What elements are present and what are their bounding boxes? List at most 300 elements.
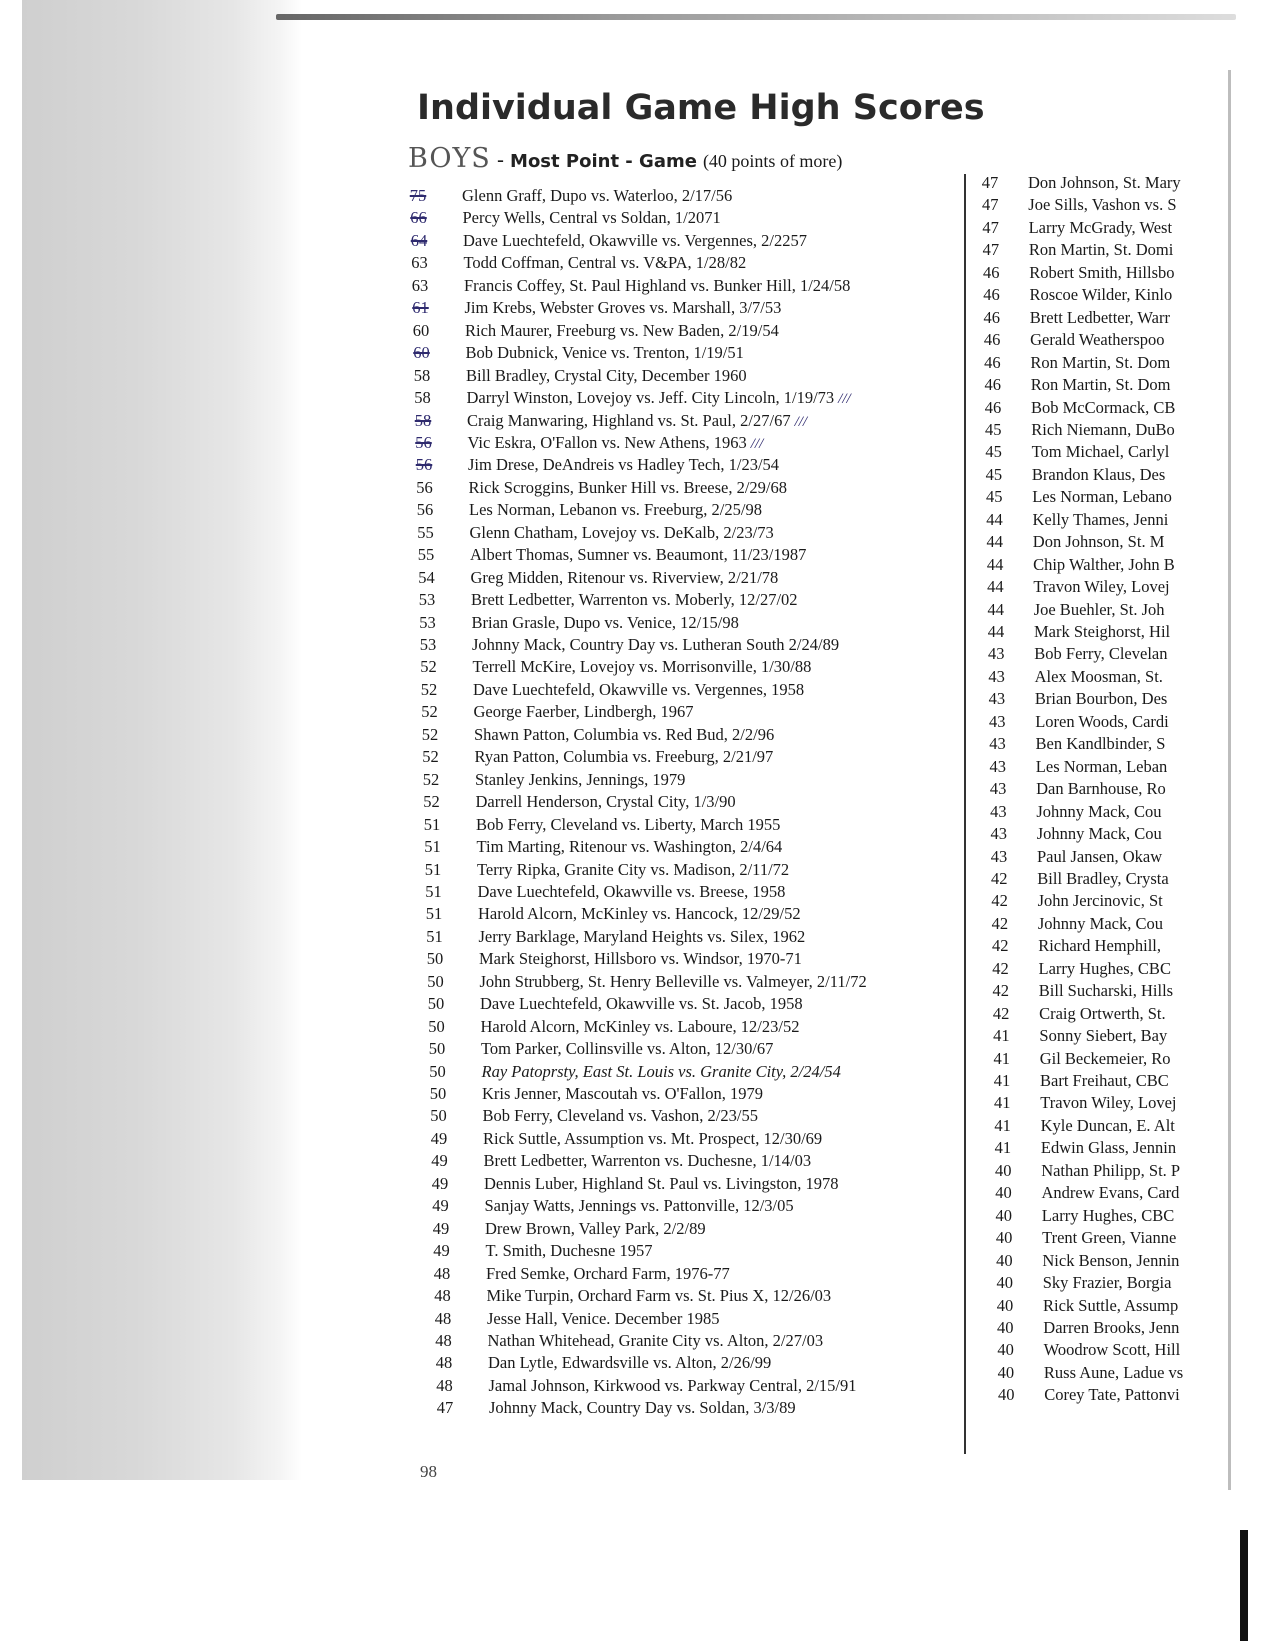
entry-text: Joe Sills, Vashon vs. S	[1028, 195, 1177, 215]
player-game-entry	[475, 746, 774, 768]
entry-text: Chip Walther, John B	[1033, 554, 1175, 574]
score-value: 44	[986, 532, 1004, 552]
player-game-entry	[469, 477, 788, 499]
player-game-entry	[1035, 666, 1163, 688]
score-value: 43	[988, 644, 1005, 664]
entry-text: Rich Niemann, DuBo	[1031, 419, 1175, 439]
entry-text: Nathan Philipp, St. P	[1041, 1160, 1181, 1180]
score-value: 44	[986, 554, 1004, 574]
score-value: 48	[435, 1353, 453, 1373]
entry-text: Travon Wiley, Lovej	[1040, 1093, 1177, 1113]
entry-text: John Jercinovic, St	[1037, 891, 1163, 911]
player-game-entry	[468, 432, 764, 455]
score-value: 46	[984, 375, 1001, 395]
score-value: 42	[991, 891, 1008, 911]
entry-text: Mark Steighorst, Hillsboro vs. Windsor, 1970-71	[479, 949, 802, 969]
player-game-entry	[1044, 1362, 1183, 1384]
entry-text: Jerry Barklage, Maryland Heights vs. Silex, 1962	[478, 926, 806, 946]
score-value: 42	[991, 868, 1008, 888]
entry-text: Bob Dubnick, Venice vs. Trenton, 1/19/51	[465, 343, 744, 363]
entry-text: Nick Benson, Jennin	[1042, 1250, 1180, 1270]
entry-text: George Faerber, Lindbergh, 1967	[473, 702, 694, 722]
score-value: 52	[422, 747, 439, 767]
player-game-entry	[486, 1240, 653, 1262]
score-value: 40	[997, 1362, 1015, 1382]
player-game-entry	[477, 836, 783, 858]
player-game-entry	[477, 859, 789, 881]
score-value: 42	[992, 958, 1009, 978]
entry-text: Richard Hemphill,	[1038, 936, 1161, 956]
column-divider	[964, 174, 966, 1454]
score-value: 49	[431, 1151, 448, 1171]
player-game-entry	[1029, 239, 1173, 261]
player-game-entry	[475, 769, 685, 791]
entry-text: Les Norman, Lebanon vs. Freeburg, 2/25/98	[469, 500, 762, 520]
score-value: 40	[995, 1228, 1013, 1248]
entry-text: Larry Hughes, CBC	[1038, 958, 1171, 978]
entry-text: Craig Ortwerth, St.	[1039, 1003, 1166, 1023]
entry-text: Dan Barnhouse, Ro	[1036, 779, 1166, 799]
entry-text: Bill Sucharski, Hills	[1038, 981, 1174, 1001]
entry-text: T. Smith, Duchesne 1957	[485, 1241, 653, 1261]
player-game-entry	[1030, 284, 1173, 306]
score-value: 47	[981, 173, 999, 192]
score-value: 66	[410, 208, 427, 228]
score-value: 43	[989, 734, 1006, 754]
entry-text: Edwin Glass, Jennin	[1040, 1138, 1177, 1158]
player-game-entry	[1030, 307, 1170, 329]
entry-text: Brandon Klaus, Des	[1031, 464, 1166, 484]
score-value: 58	[414, 388, 431, 408]
entry-text: Francis Coffey, St. Paul Highland vs. Bunker Hill, 1/24/58	[464, 275, 851, 295]
score-value: 51	[425, 881, 442, 901]
player-game-entry	[478, 881, 786, 903]
score-value: 56	[416, 500, 434, 520]
player-game-entry	[1037, 823, 1162, 845]
player-game-entry	[474, 701, 694, 723]
score-value: 56	[416, 477, 433, 497]
entry-text: Drew Brown, Valley Park, 2/2/89	[485, 1218, 706, 1238]
entry-text: Ryan Patton, Columbia vs. Freeburg, 2/21/97	[474, 747, 774, 767]
player-game-entry	[1036, 801, 1161, 823]
player-game-entry	[465, 297, 782, 319]
player-game-entry	[471, 567, 779, 589]
player-game-entry	[473, 656, 812, 678]
score-value: 48	[435, 1330, 452, 1350]
score-value: 41	[993, 1026, 1010, 1046]
section-label: BOYS	[408, 143, 491, 174]
score-value: 40	[994, 1160, 1012, 1180]
entry-text: Russ Aune, Ladue vs	[1043, 1362, 1184, 1382]
player-game-entry	[1036, 756, 1168, 778]
score-value: 49	[433, 1241, 450, 1261]
player-game-entry	[489, 1397, 796, 1419]
scan-shadow	[22, 0, 302, 1480]
player-game-entry	[489, 1375, 857, 1397]
entry-text: Les Norman, Leban	[1035, 756, 1168, 776]
player-game-entry	[1044, 1339, 1181, 1361]
scanner-edge	[1240, 1530, 1248, 1641]
player-game-entry	[1039, 958, 1171, 980]
score-value: 53	[419, 612, 436, 632]
score-value: 46	[982, 262, 1000, 282]
player-game-entry	[1028, 172, 1181, 194]
player-game-entry	[1030, 329, 1164, 351]
score-value: 41	[994, 1138, 1012, 1158]
score-value: 52	[423, 792, 440, 812]
entry-text: Johnny Mack, Country Day vs. Lutheran South 2/24/89	[472, 635, 840, 654]
score-value: 46	[984, 352, 1001, 372]
entry-text: Jesse Hall, Venice. December 1985	[487, 1308, 720, 1328]
player-game-entry	[469, 499, 762, 521]
entry-text: Ron Martin, St. Dom	[1030, 352, 1171, 372]
player-game-entry	[1031, 419, 1174, 441]
entry-text: Robert Smith, Hillsbo	[1029, 262, 1175, 282]
qualifier-label: (40 points of more)	[702, 151, 843, 171]
player-game-entry	[483, 1105, 758, 1127]
player-game-entry	[463, 230, 807, 252]
handwritten-mark: ///	[750, 435, 764, 452]
score-value: 42	[991, 913, 1009, 933]
player-game-entry	[1032, 486, 1172, 508]
score-value: 58	[414, 410, 432, 430]
entry-text: Greg Midden, Ritenour vs. Riverview, 2/21/78	[470, 567, 779, 587]
entry-text: Darrell Henderson, Crystal City, 1/3/90	[475, 792, 736, 812]
score-value: 50	[429, 1061, 446, 1081]
score-value: 56	[415, 432, 432, 452]
player-game-entry	[1039, 980, 1173, 1002]
player-game-entry	[1032, 441, 1170, 463]
player-game-entry	[1030, 352, 1170, 374]
score-value: 49	[431, 1173, 449, 1193]
player-game-entry	[1033, 554, 1175, 576]
player-game-entry	[1034, 599, 1165, 621]
entry-text: Mark Steighorst, Hil	[1034, 622, 1171, 641]
entry-text: Bart Freihaut, CBC	[1040, 1071, 1169, 1090]
entry-text: Mike Turpin, Orchard Farm vs. St. Pius X, 12/26/03	[486, 1286, 832, 1306]
score-value: 63	[411, 253, 428, 273]
entry-text: Travon Wiley, Lovej	[1033, 577, 1170, 597]
entry-text: Bob Ferry, Cleveland vs. Liberty, March 1955	[476, 814, 781, 834]
score-value: 46	[983, 285, 1000, 305]
entry-text: Don Johnson, St. Mary	[1028, 173, 1181, 192]
player-game-entry	[1041, 1160, 1180, 1182]
score-value: 42	[992, 981, 1010, 1001]
score-value: 43	[988, 711, 1006, 731]
player-game-entry	[1028, 194, 1176, 216]
player-game-entry	[488, 1330, 824, 1352]
entry-text: Don Johnson, St. M	[1032, 532, 1165, 552]
entry-text: Terry Ripka, Granite City vs. Madison, 2/11/72	[477, 859, 790, 879]
player-game-entry	[1042, 1227, 1176, 1249]
entry-text: Ben Kandlbinder, S	[1035, 734, 1166, 754]
score-value: 45	[985, 487, 1003, 507]
player-game-entry	[479, 926, 806, 948]
score-value: 43	[989, 756, 1007, 776]
entry-text: Bob Ferry, Clevelan	[1034, 644, 1168, 664]
score-value: 75	[409, 186, 427, 205]
score-value: 46	[984, 397, 1002, 417]
entry-text: Craig Manwaring, Highland vs. St. Paul, 2/27/67	[467, 410, 791, 430]
entry-text: Bill Bradley, Crysta	[1037, 868, 1169, 888]
entry-text: Paul Jansen, Okaw	[1037, 846, 1163, 866]
entry-text: Johnny Mack, Cou	[1037, 913, 1164, 933]
score-value: 40	[996, 1295, 1014, 1315]
player-game-entry	[462, 185, 732, 207]
entry-text: Larry Hughes, CBC	[1041, 1205, 1175, 1225]
entry-text: Johnny Mack, Cou	[1036, 824, 1162, 844]
entry-text: Sonny Siebert, Bay	[1039, 1026, 1168, 1046]
entry-text: Harold Alcorn, McKinley vs. Laboure, 12/23/52	[480, 1016, 800, 1036]
score-value: 49	[432, 1196, 449, 1216]
player-game-entry	[1043, 1272, 1172, 1294]
entry-text: Percy Wells, Central vs Soldan, 1/2071	[462, 208, 721, 228]
player-game-entry	[487, 1308, 719, 1330]
score-value: 48	[433, 1263, 451, 1283]
player-game-entry	[484, 1173, 839, 1195]
score-value: 50	[428, 1016, 445, 1036]
score-value: 48	[436, 1375, 453, 1395]
score-value: 48	[434, 1308, 452, 1328]
score-value: 43	[990, 801, 1007, 821]
score-value: 52	[422, 769, 440, 789]
score-value: 49	[432, 1218, 450, 1238]
entry-text: Roscoe Wilder, Kinlo	[1029, 285, 1173, 305]
entry-text: Rick Suttle, Assump	[1043, 1295, 1179, 1315]
player-game-entry	[485, 1195, 794, 1217]
category-label: Most Point - Game	[510, 151, 697, 172]
player-game-entry	[1043, 1295, 1178, 1317]
entry-text: Tom Parker, Collinsville vs. Alton, 12/30/67	[481, 1039, 774, 1059]
score-value: 43	[988, 666, 1005, 686]
entry-text: Stanley Jenkins, Jennings, 1979	[475, 769, 686, 789]
score-value: 53	[418, 590, 436, 610]
entry-text: Todd Coffman, Central vs. V&PA, 1/28/82	[463, 253, 747, 273]
entry-text: Kris Jenner, Mascoutah vs. O'Fallon, 1979	[482, 1084, 763, 1103]
score-value: 64	[410, 230, 428, 250]
player-game-entry	[470, 522, 774, 544]
entry-text: Brett Ledbetter, Warrenton vs. Duchesne, 1/14/03	[483, 1151, 812, 1171]
score-value: 47	[982, 195, 999, 215]
player-game-entry	[481, 1016, 800, 1038]
player-game-entry	[1037, 846, 1162, 868]
player-game-entry	[1031, 397, 1175, 419]
player-game-entry	[464, 252, 747, 274]
entry-text: Darren Brooks, Jenn	[1043, 1317, 1180, 1337]
entry-text: Brett Ledbetter, Warr	[1029, 307, 1170, 327]
player-game-entry	[1040, 1048, 1171, 1070]
player-game-entry	[482, 1083, 763, 1105]
player-game-entry	[479, 948, 802, 970]
entry-text: Trent Green, Vianne	[1042, 1228, 1177, 1248]
score-value: 44	[987, 622, 1005, 641]
player-game-entry	[1041, 1115, 1175, 1137]
player-game-entry	[1041, 1137, 1176, 1159]
entry-text: Kelly Thames, Jenni	[1032, 509, 1169, 529]
score-value: 58	[413, 365, 431, 385]
score-value: 63	[411, 275, 429, 295]
score-value: 49	[430, 1128, 448, 1148]
entry-text: Brett Ledbetter, Warrenton vs. Moberly, 12/27/02	[471, 590, 798, 610]
entry-text: Rich Maurer, Freeburg vs. New Baden, 2/19/54	[465, 320, 779, 340]
player-game-entry	[484, 1150, 812, 1172]
entry-text: Woodrow Scott, Hill	[1043, 1340, 1181, 1360]
score-value: 46	[983, 330, 1001, 350]
score-value: 41	[993, 1071, 1011, 1090]
entry-text: Terrell McKire, Lovejoy vs. Morrisonville, 1/30/88	[472, 657, 812, 677]
score-value: 52	[421, 702, 438, 722]
entry-text: Nathan Whitehead, Granite City vs. Alton, 2/27/03	[487, 1330, 824, 1350]
entry-text: Brian Grasle, Dupo vs. Venice, 12/15/98	[471, 612, 739, 632]
entry-text: Darryl Winston, Lovejoy vs. Jeff. City Lincoln, 1/19/73	[466, 388, 835, 408]
score-value: 40	[996, 1250, 1013, 1270]
score-value: 61	[412, 298, 429, 318]
score-value: 60	[413, 343, 430, 363]
player-game-entry	[478, 903, 801, 925]
score-value: 56	[415, 455, 433, 475]
player-game-entry	[1042, 1250, 1179, 1272]
score-value: 44	[987, 599, 1004, 619]
entry-text: Kyle Duncan, E. Alt	[1040, 1115, 1175, 1135]
player-game-entry	[1033, 576, 1169, 598]
score-value: 55	[417, 545, 435, 565]
player-game-entry	[464, 275, 850, 297]
score-value: 50	[430, 1106, 447, 1126]
entry-text: Dennis Luber, Highland St. Paul vs. Livingston, 1978	[484, 1173, 839, 1193]
score-value: 50	[426, 949, 444, 969]
entry-text: Sky Frazier, Borgia	[1042, 1273, 1172, 1293]
player-game-entry	[486, 1263, 730, 1285]
entry-text: Tom Michael, Carlyl	[1031, 442, 1170, 462]
score-value: 47	[982, 240, 1000, 260]
entry-text: Ray Patoprsty, East St. Louis vs. Granite City, 2/24/54	[481, 1061, 841, 1081]
player-game-entry	[470, 544, 806, 566]
player-game-entry	[1039, 1003, 1165, 1025]
score-value: 51	[423, 814, 441, 834]
player-game-entry	[1039, 1025, 1167, 1047]
entry-text: Dan Lytle, Edwardsville vs. Alton, 2/26/99	[488, 1353, 772, 1373]
score-value: 53	[419, 635, 437, 654]
score-value: 47	[436, 1398, 454, 1418]
score-value: 43	[988, 689, 1006, 709]
entry-text: Ron Martin, St. Dom	[1030, 375, 1171, 395]
player-game-entry	[1033, 509, 1169, 531]
right-score-list-clip	[972, 170, 1228, 1460]
player-game-entry	[473, 679, 804, 701]
player-game-entry	[1040, 1070, 1169, 1092]
score-value: 40	[995, 1183, 1012, 1203]
player-game-entry	[465, 320, 779, 342]
player-game-entry	[487, 1285, 832, 1307]
player-game-entry	[467, 410, 807, 433]
score-value: 41	[994, 1093, 1011, 1113]
player-game-entry	[1037, 868, 1168, 890]
entry-text: Vic Eskra, O'Fallon vs. New Athens, 1963	[467, 432, 747, 452]
page-title: Individual Game High Scores	[417, 88, 985, 128]
player-game-entry	[1032, 464, 1165, 486]
entry-text: Andrew Evans, Card	[1041, 1183, 1180, 1203]
entry-text: Bob Ferry, Cleveland vs. Vashon, 2/23/55	[482, 1106, 758, 1126]
score-value: 45	[985, 442, 1002, 462]
player-game-entry	[463, 207, 721, 229]
player-game-entry	[1044, 1384, 1180, 1406]
player-game-entry	[1034, 643, 1167, 665]
score-value: 40	[997, 1317, 1014, 1337]
player-game-entry	[1035, 711, 1169, 733]
player-game-entry	[1034, 621, 1170, 643]
score-value: 43	[990, 824, 1007, 844]
score-value: 50	[427, 994, 445, 1014]
player-game-entry	[1035, 688, 1167, 710]
player-game-entry	[1038, 913, 1163, 935]
score-value: 46	[983, 307, 1001, 327]
handwritten-mark: ///	[794, 413, 808, 430]
score-value: 48	[434, 1286, 451, 1306]
subtitle-dash: -	[496, 148, 505, 172]
entry-text: Les Norman, Lebano	[1032, 487, 1172, 507]
player-game-entry	[485, 1218, 706, 1240]
score-value: 42	[991, 936, 1009, 956]
score-value: 40	[996, 1273, 1013, 1293]
page-top-edge	[276, 14, 1236, 20]
score-value: 50	[429, 1084, 447, 1103]
entry-text: Glenn Graff, Dupo vs. Waterloo, 2/17/56	[462, 186, 733, 205]
player-game-entry	[466, 365, 747, 387]
player-game-entry	[476, 791, 736, 813]
entry-text: Bill Bradley, Crystal City, December 1960	[466, 365, 747, 385]
entry-text: Shawn Patton, Columbia vs. Red Bud, 2/2/96	[474, 724, 775, 744]
score-value: 51	[425, 904, 443, 924]
player-game-entry	[1042, 1182, 1180, 1204]
score-value: 40	[997, 1340, 1014, 1360]
entry-text: Dave Luechtefeld, Okawville vs. St. Jacob, 1958	[480, 994, 803, 1014]
entry-text: Dave Luechtefeld, Okawville vs. Vergennes, 2/2257	[463, 230, 807, 250]
entry-text: Rick Suttle, Assumption vs. Mt. Prospect, 12/30/69	[483, 1128, 823, 1148]
score-value: 50	[427, 971, 444, 991]
entry-text: Brian Bourbon, Des	[1034, 689, 1168, 709]
score-value: 60	[412, 320, 430, 340]
entry-text: Johnny Mack, Cou	[1036, 801, 1162, 821]
player-game-entry	[1040, 1092, 1176, 1114]
score-value: 42	[992, 1003, 1010, 1023]
entry-text: Corey Tate, Pattonvi	[1044, 1385, 1180, 1405]
entry-text: Loren Woods, Cardi	[1035, 711, 1169, 731]
player-game-entry	[1038, 935, 1161, 957]
player-game-entry	[1029, 262, 1174, 284]
score-value: 54	[418, 567, 435, 587]
entry-text: Dave Luechtefeld, Okawville vs. Vergennes, 1958	[473, 679, 805, 699]
entry-text: Tim Marting, Ritenour vs. Washington, 2/4/64	[476, 837, 783, 857]
player-game-entry	[1031, 374, 1171, 396]
entry-text: Bob McCormack, CB	[1031, 397, 1176, 417]
player-game-entry	[466, 342, 744, 364]
score-value: 44	[987, 577, 1004, 597]
page-right-edge	[1228, 70, 1231, 1490]
score-value: 41	[994, 1115, 1011, 1135]
entry-text: Rick Scroggins, Bunker Hill vs. Breese, 2/29/68	[468, 477, 788, 497]
entry-text: Jim Drese, DeAndreis vs Hadley Tech, 1/23/54	[468, 455, 780, 475]
score-value: 52	[420, 679, 438, 699]
entry-text: Jamal Johnson, Kirkwood vs. Parkway Central, 2/15/91	[488, 1375, 857, 1395]
score-value: 52	[421, 724, 439, 744]
player-game-entry	[482, 1061, 841, 1083]
player-game-entry	[488, 1352, 771, 1374]
entry-text: Sanjay Watts, Jennings vs. Pattonville, 12/3/05	[484, 1196, 794, 1216]
player-game-entry	[467, 387, 851, 410]
score-value: 43	[990, 846, 1008, 866]
entry-text: Harold Alcorn, McKinley vs. Hancock, 12/29/52	[478, 904, 801, 924]
player-game-entry	[471, 589, 798, 611]
